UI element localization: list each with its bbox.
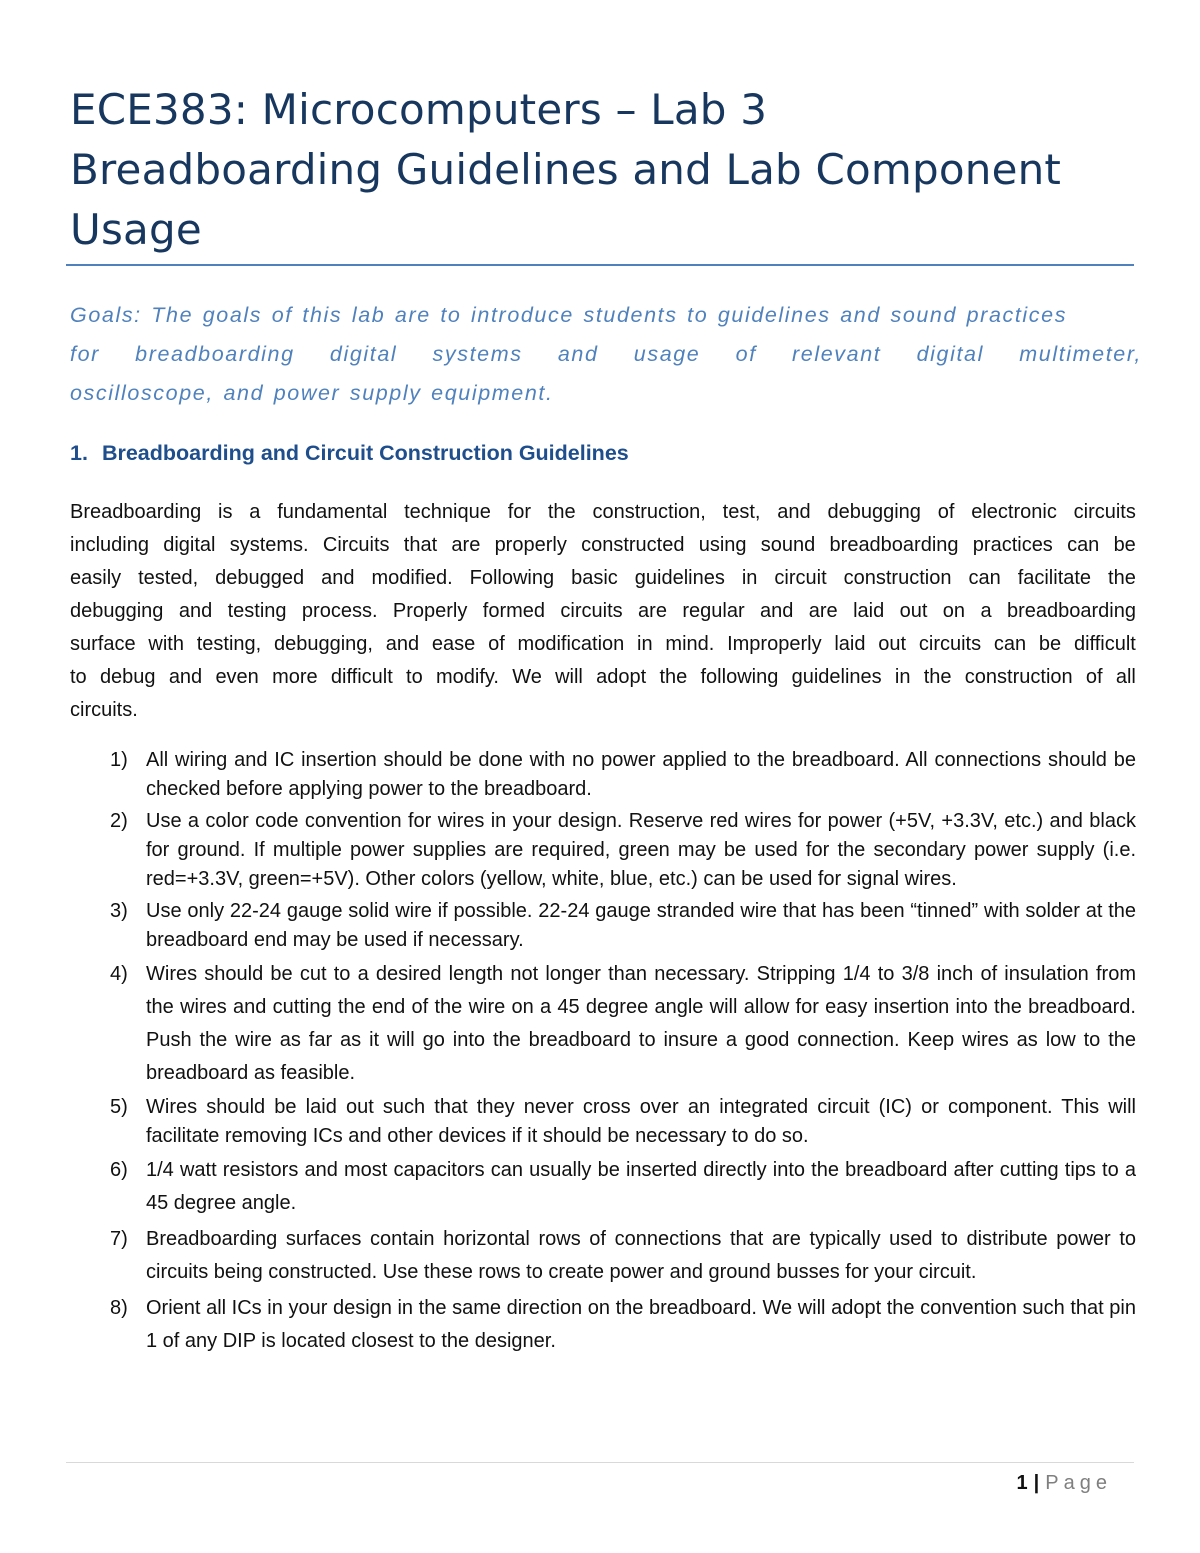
title-divider [66, 264, 1134, 266]
guideline-text: Wires should be laid out such that they never cross over an integrated circuit (IC) or component. This will facilitate removing ICs and other devices if it should be necessary to do so. [146, 1096, 1136, 1147]
goals-word: multimeter, [1019, 342, 1142, 366]
page-number: 1 [1016, 1472, 1028, 1494]
intro-line: debugging and testing process. Properly formed circuits are regular and are laid out on a breadboarding [70, 600, 1136, 622]
goals-word: usage [633, 342, 701, 366]
guideline-item [70, 746, 1136, 804]
intro-line: Breadboarding is a fundamental technique for the construction, test, and debugging of electronic circuits [70, 501, 1136, 523]
guideline-item [70, 897, 1136, 955]
section-title: Breadboarding and Circuit Construction Guidelines [101, 441, 629, 465]
goals-word: of [735, 342, 757, 366]
goals-word: digital [329, 342, 398, 366]
guideline-number: 7) [110, 1228, 128, 1250]
guideline-text: Wires should be cut to a desired length not longer than necessary. Stripping 1/4 to 3/8 inch of insulation from the wires and cutting the end of the wire on a 45 degree angle will allow for easy insertion into the breadboard. Push the wire as far as it will go into the breadboard to insure a good connection. Keep wires as low to the breadboard as feasible. [146, 963, 1136, 1084]
guideline-text: 1/4 watt resistors and most capacitors can usually be inserted directly into the breadboard after cutting tips to a 45 degree angle. [146, 1159, 1136, 1214]
guideline-item [70, 1093, 1136, 1151]
title-line-2: Breadboarding Guidelines and Lab Component [70, 145, 1062, 194]
section-heading [70, 438, 629, 468]
document-title [70, 80, 1140, 260]
goals-word: and [557, 342, 599, 366]
guidelines-list [70, 746, 1136, 1358]
guideline-item [70, 1223, 1136, 1289]
goals-paragraph [70, 296, 1142, 413]
intro-line: easily tested, debugged and modified. Following basic guidelines in circuit construction can facilitate the [70, 567, 1136, 589]
guideline-text: Use a color code convention for wires in your design. Reserve red wires for power (+5V, +3.3V, etc.) and black for ground. If multiple power supplies are required, green may be used for the secondary power supply (i.e. red=+3.3V, green=+5V). Other colors (yellow, white, blue, etc.) can be used for signal wires. [146, 810, 1136, 890]
title-line-1: ECE383: Microcomputers – Lab 3 [70, 85, 768, 134]
goals-line-1: Goals: The goals of this lab are to introduce students to guidelines and sound practices [70, 303, 1068, 327]
intro-line: circuits. [70, 699, 138, 721]
title-line-3: Usage [70, 205, 202, 254]
guideline-text: All wiring and IC insertion should be done with no power applied to the breadboard. All connections should be checked before applying power to the breadboard. [146, 749, 1136, 800]
footer-separator: | [1033, 1472, 1040, 1494]
goals-word: digital [916, 342, 984, 366]
goals-word: breadboarding [135, 342, 295, 366]
goals-line-2 [70, 335, 1142, 374]
page-footer [1017, 1468, 1112, 1498]
guideline-item [70, 807, 1136, 894]
guideline-number: 2) [110, 810, 128, 832]
guideline-number: 4) [110, 963, 128, 985]
intro-paragraph [70, 496, 1136, 727]
goals-line-3: oscilloscope, and power supply equipment. [70, 381, 554, 405]
page-label: Page [1045, 1472, 1112, 1494]
guideline-text: Use only 22-24 gauge solid wire if possible. 22-24 gauge stranded wire that has been “tinned” with solder at the breadboard end may be used if necessary. [146, 900, 1136, 951]
guideline-text: Orient all ICs in your design in the same direction on the breadboard. We will adopt the convention such that pin 1 of any DIP is located closest to the designer. [146, 1297, 1136, 1352]
guideline-number: 3) [110, 900, 128, 922]
guideline-item [70, 958, 1136, 1090]
goals-word: systems [432, 342, 523, 366]
footer-divider [66, 1462, 1134, 1463]
goals-word: for [70, 342, 100, 366]
guideline-number: 8) [110, 1297, 128, 1319]
section-number: 1. [70, 441, 88, 465]
guideline-text: Breadboarding surfaces contain horizontal rows of connections that are typically used to distribute power to circuits being constructed. Use these rows to create power and ground busses for your circuit. [146, 1228, 1136, 1283]
guideline-item [70, 1292, 1136, 1358]
intro-line: surface with testing, debugging, and ease of modification in mind. Improperly laid out circuits can be difficult [70, 633, 1136, 655]
guideline-number: 1) [110, 749, 128, 771]
intro-line: to debug and even more difficult to modify. We will adopt the following guidelines in the construction of all [70, 666, 1136, 688]
intro-line: including digital systems. Circuits that are properly constructed using sound breadboarding practices can be [70, 534, 1136, 556]
goals-word: relevant [792, 342, 882, 366]
guideline-item [70, 1154, 1136, 1220]
guideline-number: 6) [110, 1159, 128, 1181]
guideline-number: 5) [110, 1096, 128, 1118]
